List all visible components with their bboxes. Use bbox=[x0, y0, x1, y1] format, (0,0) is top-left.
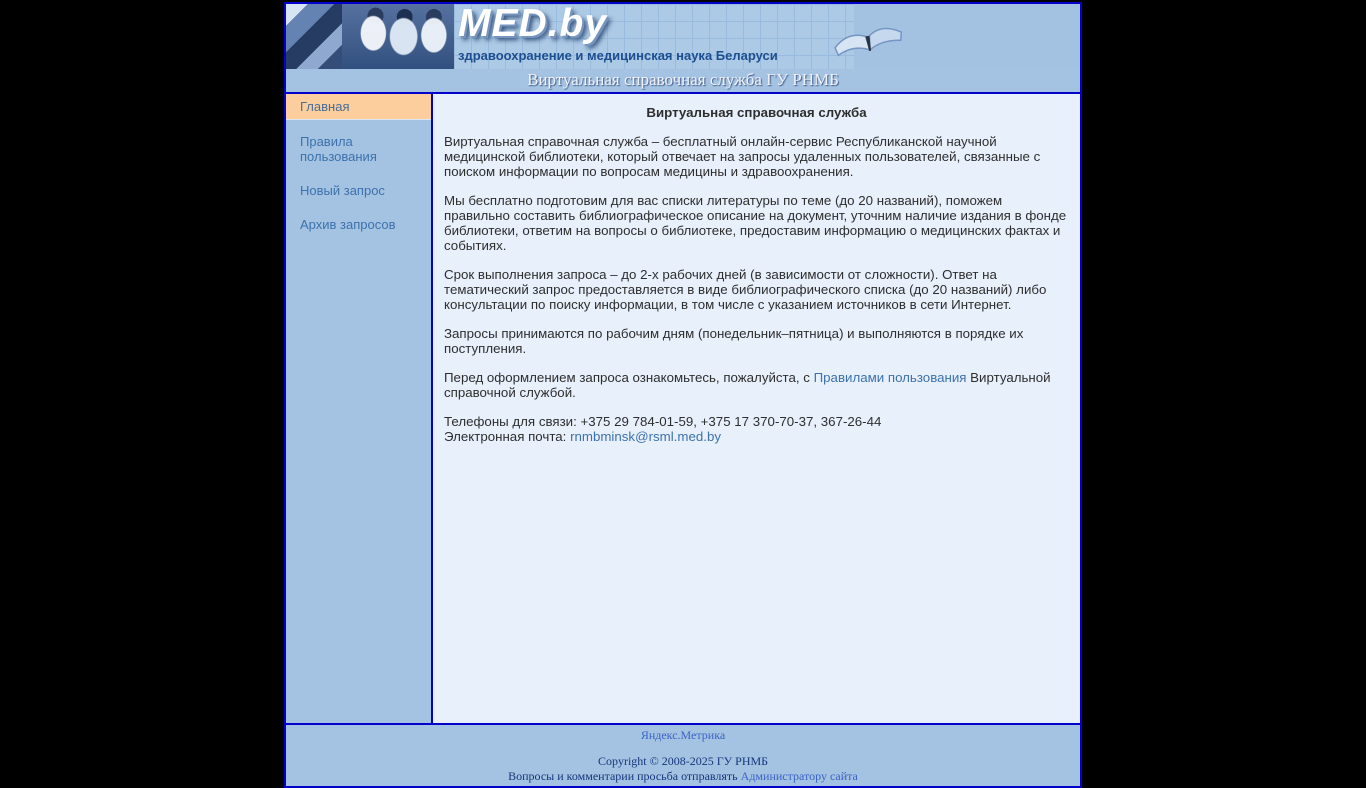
banner-photo-computer bbox=[286, 4, 342, 69]
rules-text-after: Виртуальной справочной службой. bbox=[444, 370, 1051, 400]
medby-logo: MED.by bbox=[458, 4, 608, 45]
yandex-metrika-link[interactable]: Яндекс.Метрика bbox=[640, 728, 726, 742]
page-title: Виртуальная справочная служба ГУ РНМБ bbox=[527, 70, 839, 89]
sidebar-menu bbox=[286, 94, 433, 723]
rules-link[interactable]: Правилами пользования bbox=[813, 370, 967, 385]
paragraph-services: Мы бесплатно подготовим для вас списки литературы по теме (до 20 названий), поможем правильно составить библиографическое описание на документ, уточним наличие издания в фонде библиотеки, ответим на вопросы о библиотеке, предоставим информацию о медицинских фактах и событиях. bbox=[444, 193, 1067, 253]
paragraph-schedule: Запросы принимаются по рабочим дням (понедельник–пятница) и выполняются в порядке их поступления. bbox=[444, 326, 1024, 356]
page-container bbox=[284, 2, 1082, 788]
copyright-text: Copyright © 2008-2025 ГУ РНМБ bbox=[597, 754, 769, 768]
content-heading: Виртуальная справочная служба bbox=[646, 105, 867, 120]
email-link[interactable]: rnmbminsk@rsml.med.by bbox=[570, 429, 721, 444]
main-row bbox=[286, 92, 1080, 723]
email-label: Электронная почта: bbox=[444, 429, 571, 444]
banner-tagline: здравоохранение и медицинская наука Беларуси bbox=[458, 48, 778, 63]
paragraph-intro: Виртуальная справочная служба – бесплатный онлайн-сервис Республиканской научной медицинской библиотеки, который отвечает на запросы удаленных пользователей, связанные с поиском информации по вопросам медицины и здравоохранения. bbox=[444, 134, 1041, 179]
page-footer bbox=[286, 723, 1080, 786]
site-admin-link[interactable]: Администратору сайта bbox=[740, 769, 858, 783]
main-content bbox=[433, 94, 1080, 723]
paragraph-terms: Срок выполнения запроса – до 2-х рабочих дней (в зависимости от сложности). Ответ на тематический запрос предоставляется в виде библиографического списка (до 20 названий) либо консультации по поиску информации, в том числе с указанием источников в сети Интернет. bbox=[444, 267, 1047, 312]
sidebar-item-home[interactable]: Главная bbox=[286, 94, 431, 120]
paragraph-rules bbox=[444, 370, 1069, 400]
paragraph-contacts bbox=[444, 414, 1069, 444]
sidebar-item-new-request[interactable]: Новый запрос bbox=[300, 183, 385, 198]
rules-text-before: Перед оформлением запроса ознакомьтесь, пожалуйста, с bbox=[444, 370, 814, 385]
phones-text: Телефоны для связи: +375 29 784-01-59, +375 17 370-70-37, 367-26-44 bbox=[444, 414, 882, 429]
sidebar-item-archive[interactable]: Архив запросов bbox=[300, 217, 396, 232]
banner-photo-doctors bbox=[342, 4, 454, 69]
site-banner bbox=[286, 4, 1080, 69]
open-book-icon bbox=[824, 16, 912, 67]
sidebar-item-rules[interactable]: Правила пользования bbox=[300, 134, 377, 164]
feedback-text: Вопросы и комментарии просьба отправлять bbox=[508, 769, 741, 783]
